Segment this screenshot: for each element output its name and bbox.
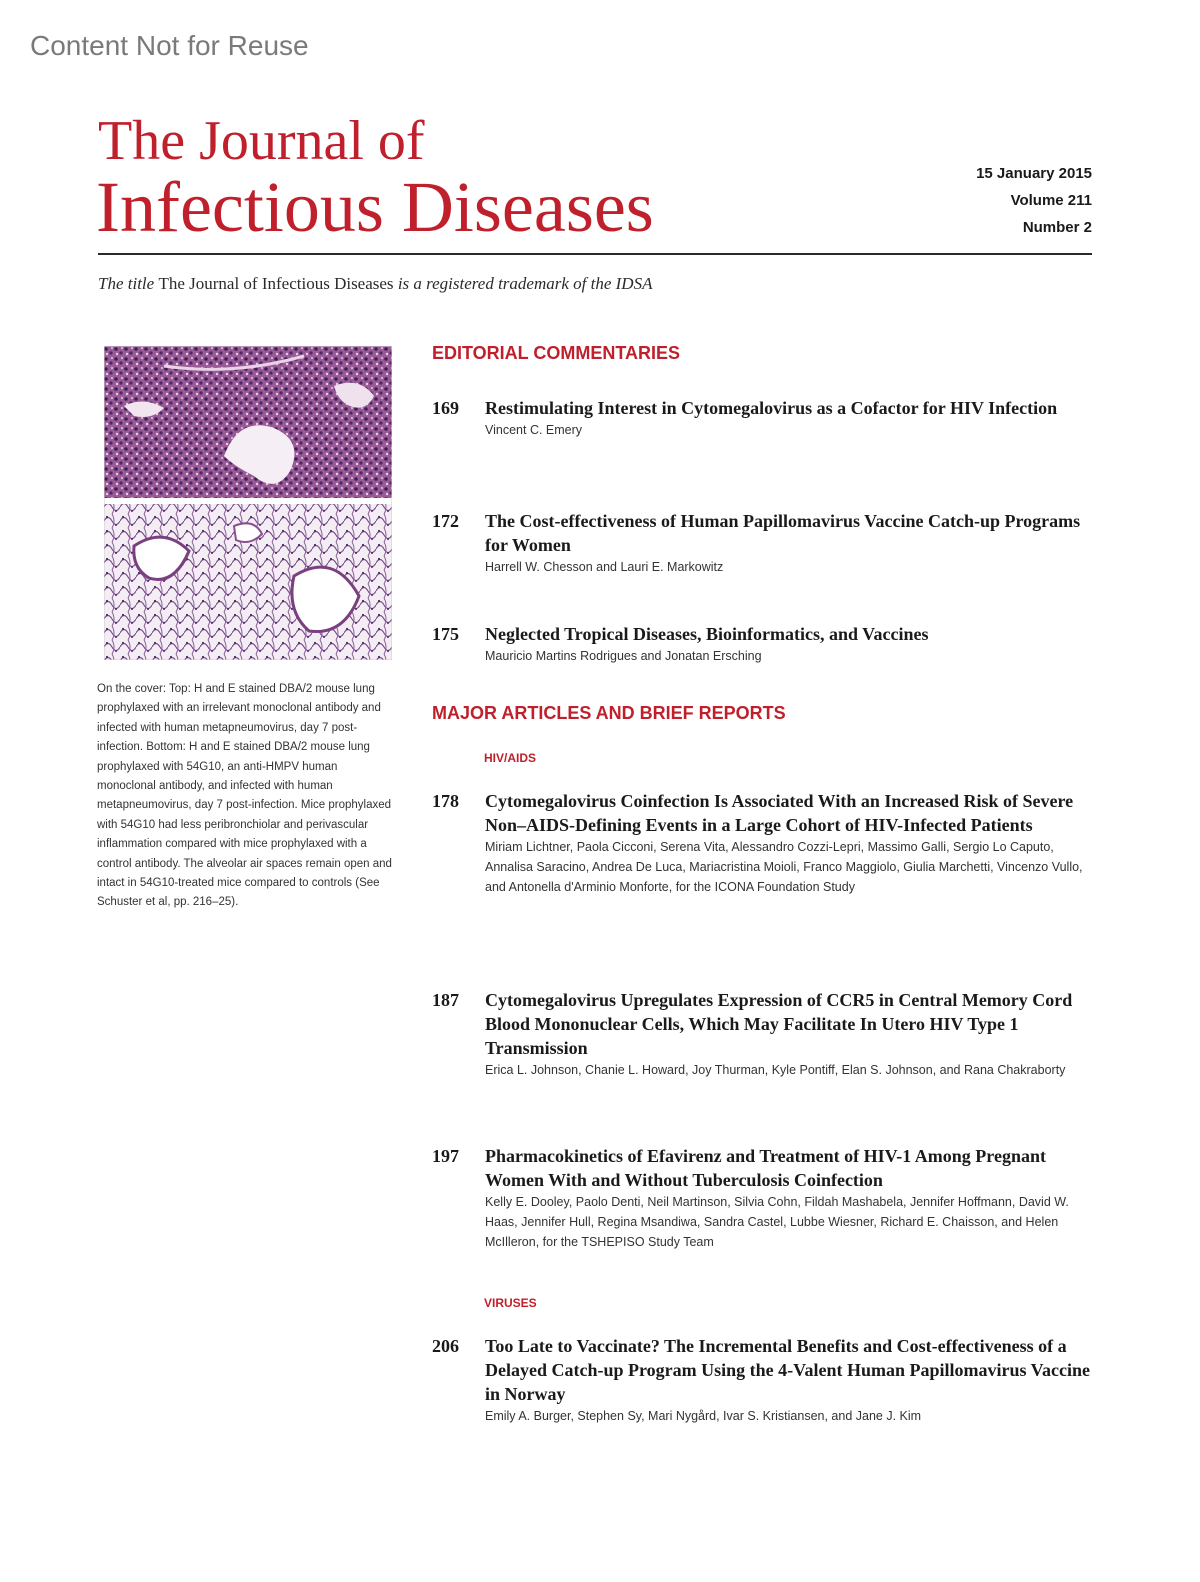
article-authors: Erica L. Johnson, Chanie L. Howard, Joy Thurman, Kyle Pontiff, Elan S. Johnson, and Rana Chakraborty — [485, 1063, 1066, 1077]
article-authors: Emily A. Burger, Stephen Sy, Mari Nygård, Ivar S. Kristiansen, and Jane J. Kim — [485, 1409, 922, 1423]
trademark-tail: is a registered trademark of the IDSA — [393, 274, 653, 293]
trademark-lead: The title — [98, 274, 159, 293]
section-heading-major-articles: MAJOR ARTICLES AND BRIEF REPORTS — [432, 703, 786, 723]
cover-caption: On the cover: Top: H and E stained DBA/2 mouse lung prophylaxed with an irrelevant monoclonal antibody and infected with human metapneumovirus, day 7 post-infection. Bottom: H and E stained DBA/2 mouse lung prophylaxed with 54G10, an anti-HMPV human monoclonal antibody, and infected with human metapneumovirus, day 7 post-infection. Mice prophylaxed with 54G10 had less peribronchiolar and perivascular inflammation compared with mice prophylaxed with a control antibody. The alveolar air spaces remain open and intact in 54G10-treated mice compared to controls (See Schuster et al, pp. 216–25). — [97, 683, 392, 909]
article-entry — [432, 396, 1092, 440]
article-entry — [432, 789, 1092, 897]
issue-info — [892, 160, 1092, 241]
article-authors: Kelly E. Dooley, Paolo Denti, Neil Martinson, Silvia Cohn, Fildah Mashabela, Jennifer Hoffmann, David W. Haas, Jennifer Hull, Regina Msandiwa, Sandra Castel, Lubbe Wiesner, Richard E. Chaisson, and Helen McIlleron, for the TSHEPISO Study Team — [485, 1195, 1069, 1249]
journal-title-line1: The Journal of — [98, 110, 425, 172]
issue-date: 15 January 2015 — [976, 165, 1092, 182]
article-entry — [432, 988, 1092, 1080]
article-authors: Miriam Lichtner, Paola Cicconi, Serena Vita, Alessandro Cozzi-Lepri, Massimo Galli, Sergio Lo Caputo, Annalisa Saracino, Andrea De Luca, Mariacristina Moioli, Franco Maggiolo, Giulia Marchetti, Vincenzo Vullo, and Antonella d'Arminio Monforte, for the ICONA Foundation Study — [485, 840, 1083, 894]
article-title[interactable]: Cytomegalovirus Coinfection Is Associated With an Increased Risk of Severe Non–AIDS-Defining Events in a Large Cohort of HIV-Infected Patients — [485, 791, 1074, 835]
article-authors: Harrell W. Chesson and Lauri E. Markowitz — [485, 560, 724, 574]
article-entry — [432, 509, 1092, 577]
article-page-number: 178 — [432, 791, 459, 811]
article-entry — [432, 1144, 1092, 1252]
article-page-number: 172 — [432, 511, 459, 531]
article-page-number: 175 — [432, 624, 459, 644]
masthead-divider — [98, 253, 1092, 255]
article-page-number: 197 — [432, 1146, 459, 1166]
article-title[interactable]: Cytomegalovirus Upregulates Expression of CCR5 in Central Memory Cord Blood Mononuclear Cells, Which May Facilitate In Utero HIV Type 1 Transmission — [485, 990, 1073, 1058]
subsection-heading-viruses: VIRUSES — [484, 1296, 537, 1310]
subsection-heading-hiv-aids: HIV/AIDS — [484, 751, 537, 765]
article-page-number: 206 — [432, 1336, 459, 1356]
article-entry — [432, 622, 1092, 666]
article-page-number: 187 — [432, 990, 459, 1010]
article-page-number: 169 — [432, 398, 459, 418]
watermark: Content Not for Reuse — [30, 30, 309, 61]
article-entry — [432, 1334, 1092, 1426]
journal-title-line2: Infectious Diseases — [96, 167, 654, 247]
article-title[interactable]: Too Late to Vaccinate? The Incremental Benefits and Cost-effectiveness of a Delayed Catch-up Program Using the 4-Valent Human Papillomavirus Vaccine in Norway — [485, 1336, 1091, 1404]
article-title[interactable]: Restimulating Interest in Cytomegalovirus as a Cofactor for HIV Infection — [485, 398, 1058, 418]
trademark-journal-name: The Journal of Infectious Diseases — [158, 274, 394, 293]
issue-number: Number 2 — [1022, 219, 1092, 236]
trademark-notice — [98, 274, 652, 294]
article-title[interactable]: Neglected Tropical Diseases, Bioinformatics, and Vaccines — [485, 624, 929, 644]
article-title[interactable]: Pharmacokinetics of Efavirenz and Treatment of HIV-1 Among Pregnant Women With and Without Tuberculosis Coinfection — [485, 1146, 1046, 1190]
issue-volume: Volume 211 — [1010, 192, 1092, 209]
cover-micrograph — [104, 346, 392, 660]
article-title[interactable]: The Cost-effectiveness of Human Papillomavirus Vaccine Catch-up Programs for Women — [485, 511, 1081, 555]
article-authors: Vincent C. Emery — [485, 423, 583, 437]
section-heading-editorial: EDITORIAL COMMENTARIES — [432, 343, 681, 363]
article-authors: Mauricio Martins Rodrigues and Jonatan Ersching — [485, 649, 762, 663]
